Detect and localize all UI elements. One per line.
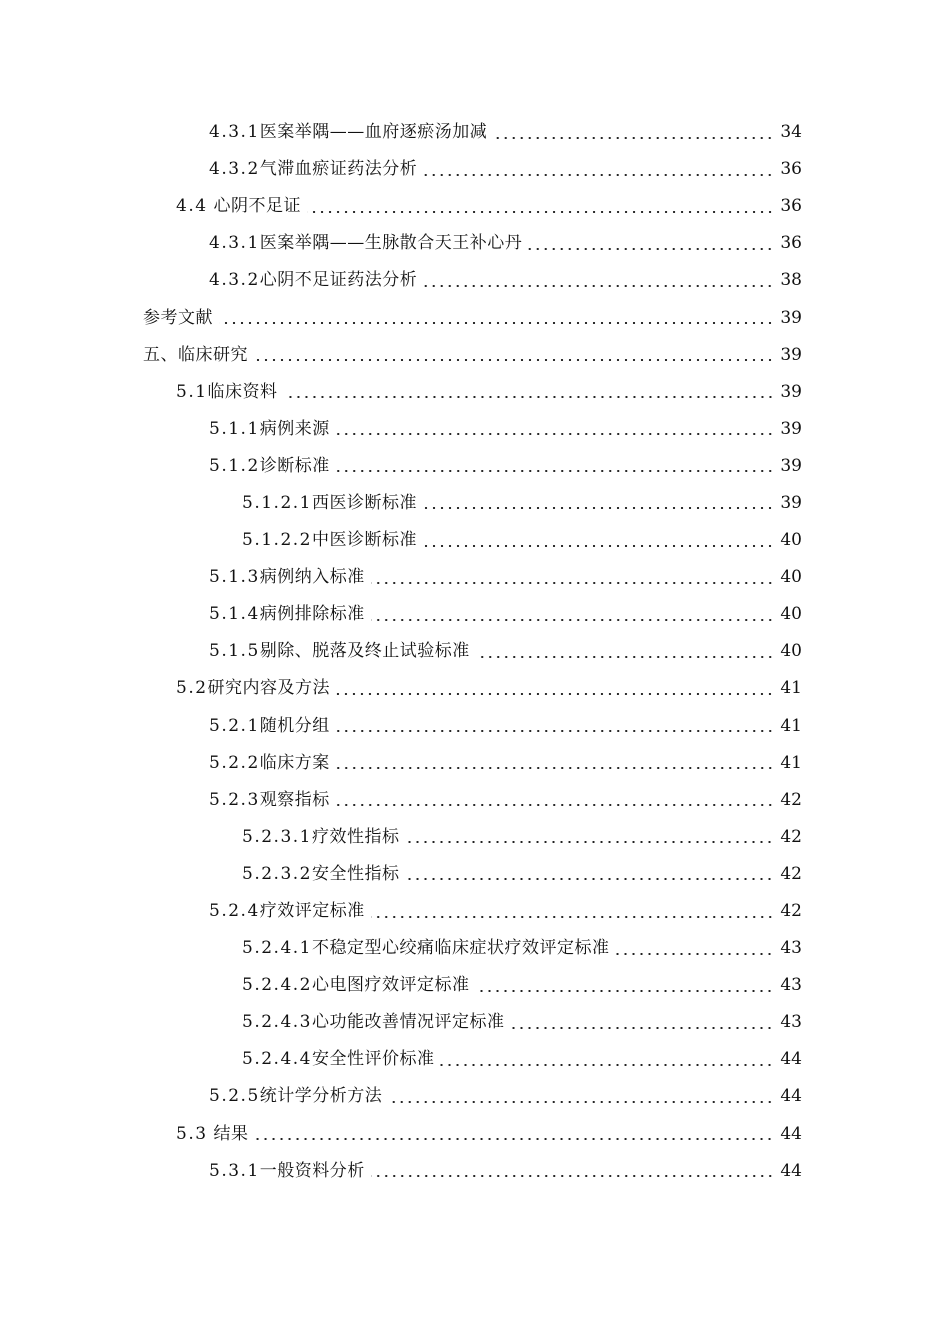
toc-entry-page-number: 39 [780,492,802,513]
toc-entry-number: 5.2.4 [209,901,260,922]
toc-entry-number: 5.1.1 [209,418,260,439]
toc-entry-number: 5.2.4.1 [242,938,312,959]
toc-entry-page-number: 39 [780,381,802,402]
toc-dot-leader [371,619,774,621]
toc-entry-page-number: 44 [780,1049,802,1070]
toc-dot-leader [475,990,774,992]
toc-dot-leader [254,1138,774,1140]
toc-entry-page-number: 40 [780,641,802,662]
toc-entry-title: 不稳定型心绞痛临床症状疗效评定标准 [311,938,610,959]
toc-entry-page-number: 43 [780,975,802,996]
toc-entry-number: 5.3.1 [209,1160,260,1181]
toc-entry-page-number: 36 [780,159,802,180]
toc-entry-title: 一般资料分析 [259,1160,365,1181]
toc-entry-title: 气滞血瘀证药法分析 [259,159,418,180]
toc-entry[interactable] [0,967,945,1004]
toc-entry[interactable] [0,151,945,188]
toc-dot-leader [336,730,774,732]
toc-entry-page-number: 41 [780,678,802,699]
toc-entry-number: 5.2.2 [209,752,260,773]
toc-entry-number: 5.1.4 [209,604,260,625]
toc-entry-number: 5.2.4.4 [242,1049,312,1070]
toc-entry[interactable] [0,337,945,374]
toc-entry-title: 心功能改善情况评定标准 [311,1012,505,1033]
toc-entry[interactable] [0,1004,945,1041]
toc-entry-page-number: 42 [780,826,802,847]
toc-entry-number: 5.1.3 [209,567,260,588]
toc-entry[interactable] [0,1041,945,1078]
toc-dot-leader [336,470,774,472]
toc-dot-leader [371,1175,774,1177]
toc-entry-number: 5.1.2 [209,455,260,476]
table-of-contents [0,114,945,1190]
toc-dot-leader [254,359,774,361]
toc-entry[interactable] [0,448,945,485]
toc-entry-page-number: 38 [780,270,802,291]
toc-dot-leader [336,433,774,435]
toc-entry[interactable] [0,1116,945,1153]
toc-entry-title: 统计学分析方法 [259,1086,383,1107]
toc-entry-title: 中医诊断标准 [311,530,417,551]
toc-entry-number: 5.2 [176,678,208,699]
toc-entry[interactable] [0,559,945,596]
toc-entry-number: 4.3.1 [209,233,260,254]
toc-entry-number: 5.1 [176,381,208,402]
toc-entry[interactable] [0,819,945,856]
toc-entry-title: 结果 [207,1123,249,1144]
toc-entry-title: 随机分组 [259,715,330,736]
toc-entry[interactable] [0,930,945,967]
toc-entry[interactable] [0,485,945,522]
toc-entry-page-number: 39 [780,455,802,476]
toc-dot-leader [336,804,774,806]
toc-entry-title: 医案举隅——血府逐瘀汤加减 [259,122,488,143]
toc-entry-number: 5.2.3.2 [242,863,312,884]
toc-entry[interactable] [0,708,945,745]
toc-entry[interactable] [0,596,945,633]
toc-entry[interactable] [0,522,945,559]
toc-entry-title: 临床资料 [207,381,278,402]
toc-entry-number: 5.3 [176,1123,208,1144]
toc-dot-leader [405,878,774,880]
toc-dot-leader [336,767,774,769]
toc-entry-page-number: 39 [780,418,802,439]
toc-entry-title: 研究内容及方法 [207,678,331,699]
toc-dot-leader [423,507,774,509]
toc-dot-leader [307,211,774,213]
toc-dot-leader [219,322,774,324]
toc-entry-page-number: 41 [780,752,802,773]
toc-dot-leader [476,656,774,658]
toc-entry-number: 5.2.1 [209,715,260,736]
toc-entry-title: 心阴不足证药法分析 [259,270,418,291]
toc-entry-title: 观察指标 [259,789,330,810]
toc-entry[interactable] [0,262,945,299]
toc-entry-page-number: 42 [780,863,802,884]
toc-entry-number: 4.3.1 [209,122,260,143]
toc-entry-title: 临床方案 [259,752,330,773]
toc-dot-leader [423,174,774,176]
toc-entry[interactable] [0,374,945,411]
toc-entry-page-number: 40 [780,530,802,551]
toc-entry-title: 病例来源 [259,418,330,439]
toc-entry-number: 5.1.2.1 [242,492,312,513]
toc-entry-page-number: 40 [780,604,802,625]
toc-entry-number: 4.4 [176,196,208,217]
toc-entry-title: 病例排除标准 [259,604,365,625]
toc-entry-number: 5.2.3 [209,789,260,810]
toc-dot-leader [615,953,774,955]
toc-entry-title: 西医诊断标准 [311,492,417,513]
toc-entry-page-number: 41 [780,715,802,736]
toc-entry-title: 医案举隅——生脉散合天王补心丹 [259,233,523,254]
toc-entry[interactable] [0,893,945,930]
toc-entry-page-number: 34 [780,122,802,143]
toc-entry-page-number: 36 [780,196,802,217]
toc-dot-leader [423,545,774,547]
toc-entry[interactable] [0,670,945,707]
toc-dot-leader [388,1101,774,1103]
toc-entry-title: 心电图疗效评定标准 [311,975,470,996]
toc-dot-leader [405,841,774,843]
toc-entry[interactable] [0,299,945,336]
toc-entry-page-number: 39 [780,344,802,365]
toc-dot-leader [493,137,774,139]
toc-entry-number: 5.2.3.1 [242,826,312,847]
toc-dot-leader [423,285,774,287]
toc-entry-title: 疗效评定标准 [259,901,365,922]
toc-entry-page-number: 36 [780,233,802,254]
toc-entry-page-number: 44 [780,1160,802,1181]
toc-entry[interactable] [0,114,945,151]
toc-entry[interactable] [0,1078,945,1115]
toc-dot-leader [336,693,774,695]
toc-dot-leader [528,248,774,250]
toc-entry[interactable] [0,411,945,448]
toc-dot-leader [284,396,774,398]
toc-entry-page-number: 39 [780,307,802,328]
toc-entry-title: 疗效性指标 [311,826,400,847]
toc-entry-number: 5.1.5 [209,641,260,662]
toc-entry-number: 4.3.2 [209,270,260,291]
toc-entry-page-number: 44 [780,1086,802,1107]
toc-entry-title: 参考文献 [143,307,213,328]
toc-entry[interactable] [0,745,945,782]
toc-entry-page-number: 42 [780,901,802,922]
toc-entry[interactable] [0,782,945,819]
toc-dot-leader [440,1064,774,1066]
toc-entry[interactable] [0,225,945,262]
toc-entry-page-number: 40 [780,567,802,588]
toc-entry-title: 剔除、脱落及终止试验标准 [259,641,470,662]
toc-entry-title: 五、临床研究 [143,344,248,365]
toc-entry-number: 5.2.4.3 [242,1012,312,1033]
toc-entry-title: 心阴不足证 [207,196,301,217]
toc-entry[interactable] [0,856,945,893]
toc-entry-number: 5.2.4.2 [242,975,312,996]
toc-entry-title: 诊断标准 [259,455,330,476]
toc-entry-number: 5.1.2.2 [242,530,312,551]
toc-entry-page-number: 43 [780,1012,802,1033]
toc-entry-page-number: 43 [780,938,802,959]
toc-entry-page-number: 44 [780,1123,802,1144]
toc-entry-title: 安全性指标 [311,863,400,884]
toc-dot-leader [371,916,774,918]
toc-entry[interactable] [0,633,945,670]
toc-entry-page-number: 42 [780,789,802,810]
toc-entry-number: 4.3.2 [209,159,260,180]
toc-entry[interactable] [0,1153,945,1190]
toc-dot-leader [510,1027,774,1029]
toc-entry-number: 5.2.5 [209,1086,260,1107]
toc-entry-title: 安全性评价标准 [311,1049,435,1070]
toc-dot-leader [371,582,774,584]
toc-entry-title: 病例纳入标准 [259,567,365,588]
toc-entry[interactable] [0,188,945,225]
